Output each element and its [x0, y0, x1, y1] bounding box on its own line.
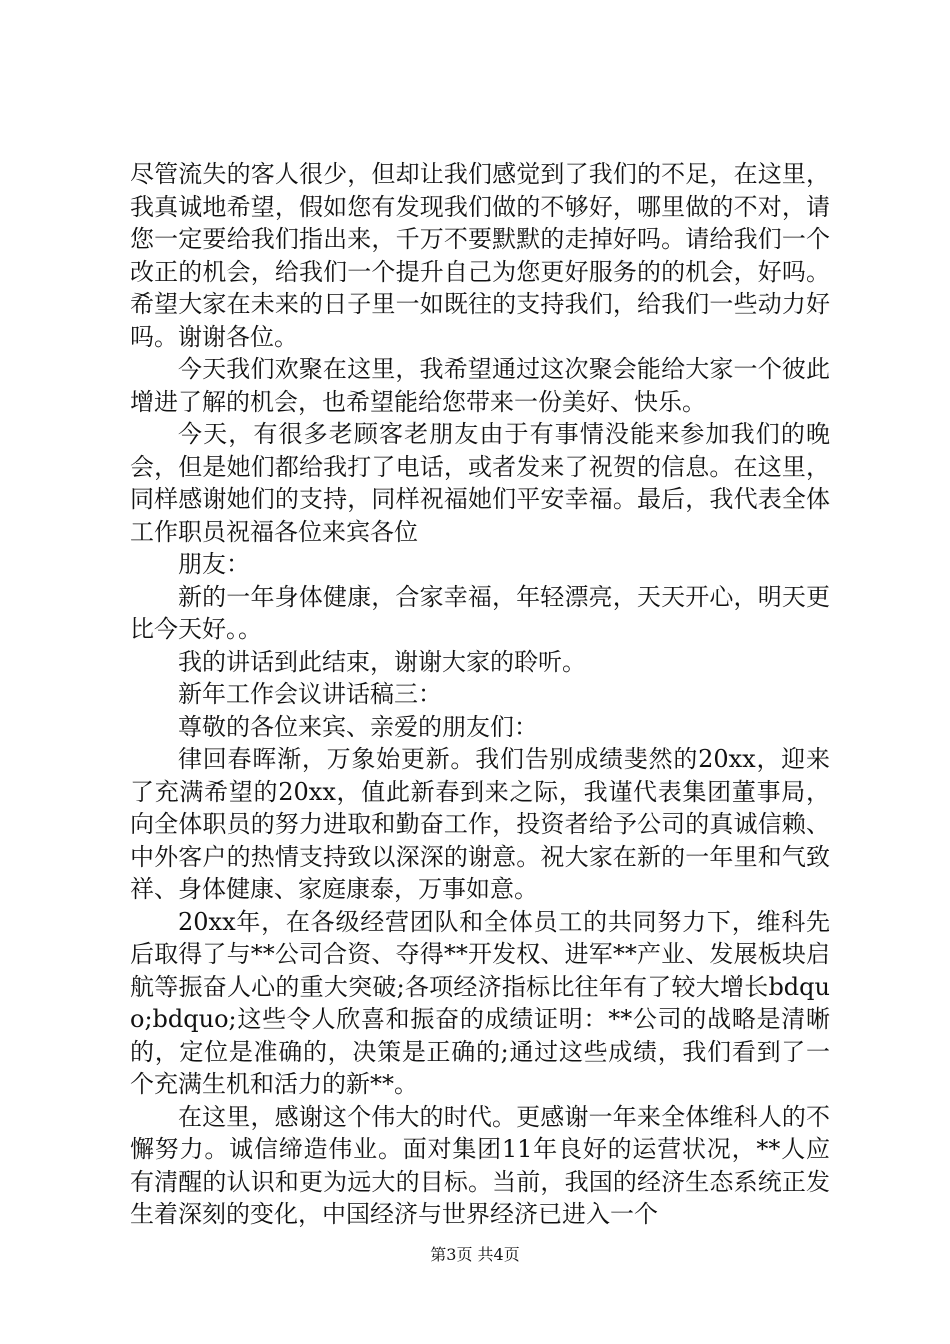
paragraph-6: 我的讲话到此结束，谢谢大家的聆听。: [178, 647, 586, 676]
paragraph-9: 律回春晖渐，万象始更新。我们告别成绩斐然的20xx，迎来了充满希望的20xx，值此新春到来之际，我谨代表集团董事局，向全体职员的努力进取和勤奋工作，投资者给予公司的真诚信赖、中外客户的热情支持致以深深的谢意。祝大家在新的一年里和气致祥、身体健康、家庭康泰，万事如意。: [130, 745, 830, 903]
paragraph-11: 在这里，感谢这个伟大的时代。更感谢一年来全体维科人的不懈努力。诚信缔造伟业。面对集团11年良好的运营状况，**人应有清醒的认识和更为远大的目标。当前，我国的经济生态系统正发生着深刻的变化，中国经济与世界经济已进入一个: [130, 1102, 830, 1228]
paragraph-3: 今天，有很多老顾客老朋友由于有事情没能来参加我们的晚会，但是她们都给我打了电话，或者发来了祝贺的信息。在这里，同样感谢她们的支持，同样祝福她们平安幸福。最后，我代表全体工作职员祝福各位来宾各位: [130, 420, 830, 546]
document-body: [130, 158, 830, 1231]
section-heading: 新年工作会议讲话稿三：: [178, 680, 442, 708]
paragraph-5: 新的一年身体健康，合家幸福，年轻漂亮，天天开心，明天更比今天好。。: [130, 582, 830, 643]
paragraph-2: 今天我们欢聚在这里，我希望通过这次聚会能给大家一个彼此增进了解的机会，也希望能给您带来一份美好、快乐。: [130, 355, 830, 416]
paragraph-4: 朋友：: [178, 550, 250, 578]
salutation: 尊敬的各位来宾、亲爱的朋友们：: [178, 712, 538, 741]
paragraph-10: 20xx年，在各级经营团队和全体员工的共同努力下，维科先后取得了与**公司合资、夺得**开发权、进军**产业、发展板块启航等振奋人心的重大突破;各项经济指标比往年有了较大增长bdquo;bdquo;这些令人欣喜和振奋的成绩证明：**公司的战略是清晰的，定位是准确的，决策是正确的;通过这些成绩，我们看到了一个充满生机和活力的新**。: [130, 907, 830, 1098]
paragraph-1: 尽管流失的客人很少，但却让我们感觉到了我们的不足，在这里，我真诚地希望，假如您有发现我们做的不够好，哪里做的不对，请您一定要给我们指出来，千万不要默默的走掉好吗。请给我们一个改正的机会，给我们一个提升自己为您更好服务的的机会，好吗。希望大家在未来的日子里一如既往的支持我们，给我们一些动力好吗。谢谢各位。: [130, 160, 830, 351]
page-number-footer: 第3页 共4页: [430, 1245, 520, 1264]
